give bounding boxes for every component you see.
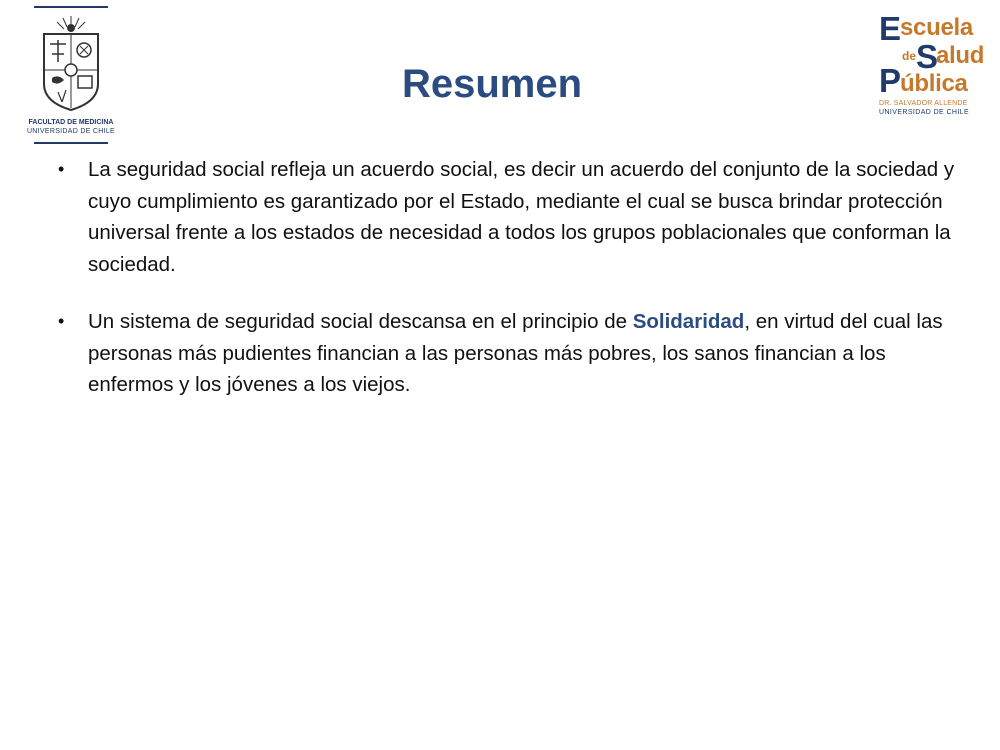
- logo-word-scuela: scuela: [900, 14, 973, 41]
- crest-caption-faculty: FACULTAD DE MEDICINA: [28, 119, 114, 126]
- bullet-text-before: Un sistema de seguridad social descansa en el principio de: [88, 310, 633, 333]
- slide-body: [56, 154, 956, 427]
- highlight-solidaridad: Solidaridad: [632, 310, 745, 333]
- logo-letter-e: E: [879, 10, 902, 47]
- bullet-dot-icon: •: [58, 159, 65, 179]
- logo-subtitle-allende: DR. SALVADOR ALLENDE: [879, 100, 968, 107]
- bullet-item-solidaridad: [56, 306, 956, 401]
- logo-word-ublica: ública: [900, 70, 968, 97]
- bullet-text-after: , en virtud del cual las personas más pudientes financian a las personas más pobres, los sanos financian a los enfermos y los jóvenes a los viejos.: [88, 310, 943, 396]
- crest-top-line: [34, 6, 108, 8]
- logo-word-alud: alud: [936, 42, 985, 69]
- logo-letter-s: S: [916, 38, 939, 75]
- crest-bottom-line: [34, 142, 108, 144]
- logo-word-de: de: [902, 49, 917, 63]
- bullet-text: La seguridad social refleja un acuerdo social, es decir un acuerdo del conjunto de la sociedad y cuyo cumplimiento es garantizado por el Estado, mediante el cual se busca brindar protección universal frente a los estados de necesidad a todos los grupos poblacionales que conforman la sociedad.: [88, 158, 955, 276]
- slide-title: Resumen: [401, 62, 583, 106]
- crest-caption-university: UNIVERSIDAD DE CHILE: [26, 128, 116, 135]
- logo-letter-p: P: [879, 62, 902, 99]
- logo-subtitle-university: UNIVERSIDAD DE CHILE: [879, 109, 970, 116]
- bullet-dot-icon: •: [58, 311, 65, 331]
- bullet-item-seguridad-social: [56, 154, 956, 280]
